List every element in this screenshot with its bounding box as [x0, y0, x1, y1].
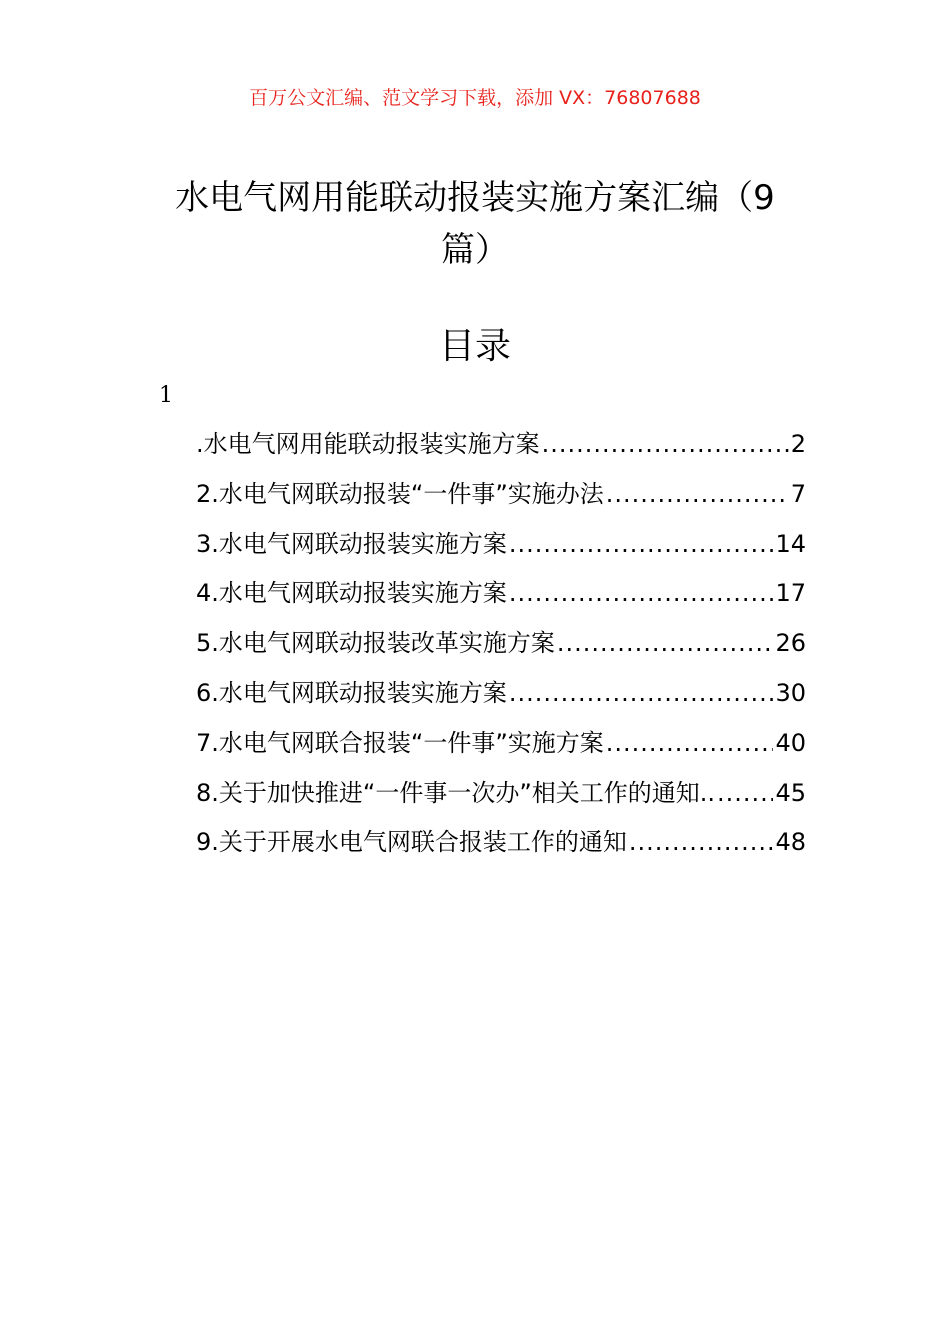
toc-item-page: 7 — [790, 479, 806, 508]
toc-item-title: 3.水电气网联动报装实施方案 — [196, 529, 507, 558]
toc-dot-leader — [557, 623, 774, 663]
toc-dot-leader — [509, 524, 774, 564]
toc-dot-leader — [509, 673, 774, 713]
document-title: 水电气网用能联动报装实施方案汇编（9篇） — [175, 178, 775, 270]
toc-item-1[interactable] — [196, 424, 806, 474]
toc-item-9[interactable] — [196, 822, 806, 872]
toc-dot-leader — [606, 474, 789, 514]
toc-item-title: 4.水电气网联动报装实施方案 — [196, 579, 507, 608]
toc-item-page: 40 — [775, 728, 806, 757]
toc-item-3[interactable] — [196, 524, 806, 574]
toc-item-title: 5.水电气网联动报装改革实施方案 — [196, 629, 555, 658]
toc-item-title: .水电气网用能联动报装实施方案 — [196, 430, 540, 458]
toc-item-8[interactable] — [196, 773, 806, 823]
toc-heading: 目录 — [438, 326, 511, 367]
toc-item-title: 8.关于加快推进“一件事一次办”相关工作的通知.. — [196, 778, 716, 807]
toc-dot-leader — [629, 822, 774, 862]
toc-dot-leader — [509, 573, 774, 613]
toc-dot-leader — [606, 723, 774, 763]
toc-item-7[interactable] — [196, 723, 806, 773]
toc-item-page: 26 — [775, 629, 806, 658]
toc-item-title: 9.关于开展水电气网联合报装工作的通知 — [196, 828, 627, 857]
toc-item-title: 7.水电气网联合报装“一件事”实施方案 — [196, 728, 604, 757]
toc-item-page: 45 — [775, 778, 806, 807]
toc-dot-leader — [717, 773, 773, 813]
header-note: 百万公文汇编、范文学习下载，添加 VX：76807688 — [249, 87, 701, 109]
toc-item-5[interactable] — [196, 623, 806, 673]
toc-item-6[interactable] — [196, 673, 806, 723]
toc-item-page: 17 — [775, 579, 806, 608]
toc-item-page: 48 — [775, 828, 806, 857]
toc-dot-leader — [542, 424, 789, 464]
toc-item-page: 14 — [775, 529, 806, 558]
toc-item-page: 2 — [790, 430, 806, 458]
table-of-contents — [196, 424, 806, 872]
toc-item-title: 2.水电气网联动报装“一件事”实施办法 — [196, 479, 604, 508]
page-marker: 1 — [159, 383, 173, 408]
toc-item-4[interactable] — [196, 573, 806, 623]
toc-item-2[interactable] — [196, 474, 806, 524]
toc-item-page: 30 — [775, 678, 806, 707]
toc-item-title: 6.水电气网联动报装实施方案 — [196, 678, 507, 707]
